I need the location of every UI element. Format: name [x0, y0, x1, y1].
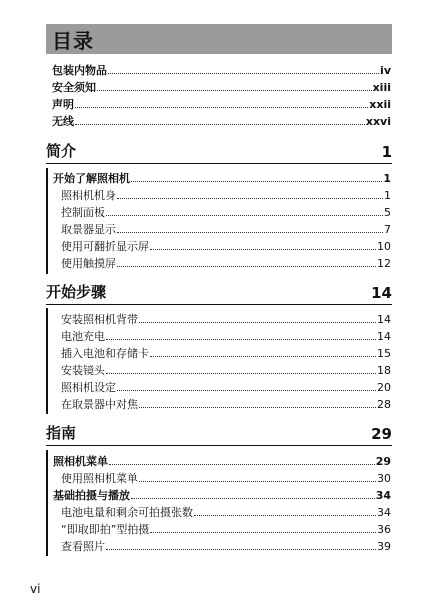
- toc-entry[interactable]: [61, 344, 391, 360]
- dot-leader: [108, 73, 379, 74]
- toc-entry-page: xxii: [369, 98, 391, 111]
- dot-leader: [150, 532, 376, 533]
- toc-entry-page: 34: [375, 489, 391, 502]
- toc-entry-title: 照相机机身: [61, 189, 116, 202]
- toc-entry-title: 取景器显示: [61, 223, 116, 236]
- toc-entry[interactable]: [61, 537, 391, 553]
- toc-entry-page: xxvi: [365, 115, 391, 128]
- toc-entry-title: 安全须知: [52, 81, 96, 94]
- toc-entry[interactable]: [53, 169, 391, 185]
- toc-entry-title: 在取景器中对焦: [61, 398, 138, 411]
- dot-leader: [117, 232, 383, 233]
- toc-entry-title: 包装内物品: [52, 64, 107, 77]
- toc-entry-page: 36: [377, 523, 391, 536]
- toc-entry-page: 14: [377, 313, 391, 326]
- toc-entry-title: 电池电量和剩余可拍摄张数: [61, 506, 193, 519]
- toc-entry-title: 电池充电: [61, 330, 105, 343]
- section-page: 1: [381, 143, 392, 161]
- toc-entry-page: 20: [377, 381, 391, 394]
- toc-entry-page: 18: [377, 364, 391, 377]
- toc-entry-page: 39: [377, 540, 391, 553]
- dot-leader: [75, 124, 365, 125]
- toc-entry-page: 10: [377, 240, 391, 253]
- toc-entry[interactable]: [61, 327, 391, 343]
- dot-leader: [117, 266, 376, 267]
- dot-leader: [75, 107, 368, 108]
- toc-entry-title: 控制面板: [61, 206, 105, 219]
- section-title: 简介: [46, 142, 77, 160]
- toc-entry[interactable]: [61, 378, 391, 394]
- section-title: 开始步骤: [46, 283, 107, 301]
- toc-title-banner: [46, 24, 392, 54]
- dot-leader: [139, 481, 376, 482]
- toc-entry[interactable]: [61, 520, 391, 536]
- section-page: 29: [371, 425, 392, 443]
- toc-entry-front-3[interactable]: [52, 112, 391, 128]
- dot-leader: [109, 464, 375, 465]
- toc-entry-page: 1: [384, 189, 391, 202]
- toc-entry-front-0[interactable]: [52, 61, 391, 77]
- toc-entry[interactable]: [61, 310, 391, 326]
- toc-entry[interactable]: [61, 254, 391, 270]
- toc-entry-page: xiii: [372, 81, 391, 94]
- toc-entry-page: 28: [377, 398, 391, 411]
- dot-leader: [131, 181, 382, 182]
- section-heading-guide[interactable]: [46, 422, 392, 446]
- toc-entry-title: 声明: [52, 98, 74, 111]
- section-page: 14: [371, 284, 392, 302]
- dot-leader: [117, 198, 383, 199]
- toc-entry[interactable]: [61, 469, 391, 485]
- toc-entry[interactable]: [61, 237, 391, 253]
- dot-leader: [106, 549, 376, 550]
- toc-entry-page: 15: [377, 347, 391, 360]
- toc-entry-page: 1: [383, 172, 391, 185]
- toc-entry[interactable]: [61, 503, 391, 519]
- toc-entry-title: 照相机设定: [61, 381, 116, 394]
- toc-entry[interactable]: [61, 203, 391, 219]
- toc-entry[interactable]: [53, 486, 391, 502]
- dot-leader: [106, 215, 383, 216]
- toc-entry-title: 使用触摸屏: [61, 257, 116, 270]
- toc-entry-page: 12: [377, 257, 391, 270]
- toc-entry[interactable]: [61, 361, 391, 377]
- toc-entry-title: 插入电池和存储卡: [61, 347, 149, 360]
- toc-entry-page: 14: [377, 330, 391, 343]
- toc-entry-page: iv: [380, 64, 391, 77]
- section-heading-intro[interactable]: [46, 140, 392, 164]
- toc-entry-title: 基础拍摄与播放: [53, 489, 130, 502]
- toc-entry-page: 29: [375, 455, 391, 468]
- page-number: vi: [30, 582, 41, 596]
- section-heading-getting-started[interactable]: [46, 281, 392, 305]
- toc-entry-title: 安装镜头: [61, 364, 105, 377]
- dot-leader: [106, 339, 376, 340]
- section-title: 指南: [46, 424, 77, 442]
- toc-title: 目录: [52, 28, 94, 53]
- toc-entry-title: 使用照相机菜单: [61, 472, 138, 485]
- toc-entry-title: 安装照相机背带: [61, 313, 138, 326]
- section-side-bar: [46, 308, 48, 414]
- toc-entry-title: 使用可翻折显示屏: [61, 240, 149, 253]
- toc-entry-front-2[interactable]: [52, 95, 391, 111]
- toc-entry[interactable]: [53, 452, 391, 468]
- toc-entry-page: 34: [377, 506, 391, 519]
- dot-leader: [139, 322, 376, 323]
- dot-leader: [150, 356, 376, 357]
- dot-leader: [194, 515, 376, 516]
- toc-entry-page: 7: [384, 223, 391, 236]
- toc-entry-title: 查看照片: [61, 540, 105, 553]
- dot-leader: [150, 249, 376, 250]
- section-side-bar: [46, 450, 48, 556]
- toc-entry[interactable]: [61, 220, 391, 236]
- dot-leader: [106, 373, 376, 374]
- dot-leader: [117, 390, 376, 391]
- toc-entry[interactable]: [61, 395, 391, 411]
- dot-leader: [97, 90, 372, 91]
- toc-entry-title: 开始了解照相机: [53, 172, 130, 185]
- dot-leader: [139, 407, 376, 408]
- toc-entry-front-1[interactable]: [52, 78, 391, 94]
- toc-entry-title: “即取即拍”型拍摄: [61, 523, 150, 536]
- toc-entry-page: 30: [377, 472, 391, 485]
- toc-entry-title: 无线: [52, 115, 74, 128]
- toc-entry[interactable]: [61, 186, 391, 202]
- toc-entry-title: 照相机菜单: [53, 455, 108, 468]
- section-side-bar: [46, 168, 48, 274]
- toc-entry-page: 5: [384, 206, 391, 219]
- dot-leader: [131, 498, 375, 499]
